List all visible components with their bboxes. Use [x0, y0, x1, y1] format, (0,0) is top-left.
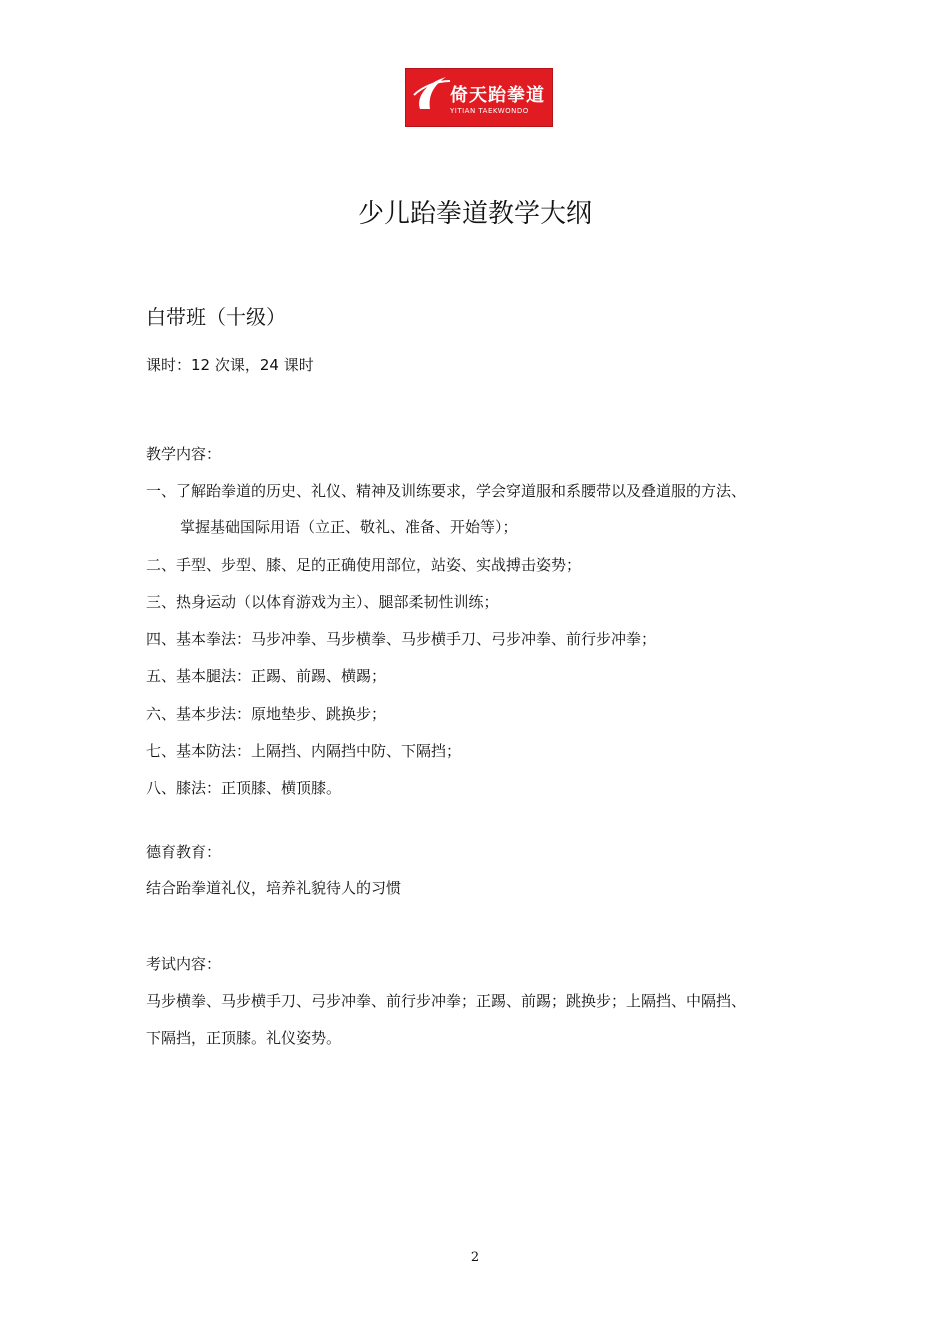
- exam-text-line: 下隔挡，正顶膝。礼仪姿势。: [146, 1029, 342, 1047]
- teaching-item: 一、了解跆拳道的历史、礼仪、精神及训练要求，学会穿道服和系腰带以及叠道服的方法、: [146, 482, 747, 500]
- section-title: 白带班（十级）: [146, 305, 286, 329]
- teaching-item: 八、膝法：正顶膝、横顶膝。: [146, 779, 342, 797]
- exam-heading: 考试内容：: [146, 955, 222, 973]
- teaching-item: 七、基本防法：上隔挡、内隔挡中防、下隔挡；: [146, 742, 462, 760]
- page-number: 2: [470, 1250, 480, 1265]
- teaching-item: 五、基本腿法：正踢、前踢、横踢；: [146, 667, 387, 685]
- teaching-item: 四、基本拳法：马步冲拳、马步横拳、马步横手刀、弓步冲拳、前行步冲拳；: [146, 630, 657, 648]
- company-logo: [405, 68, 553, 127]
- teaching-item: 六、基本步法：原地垫步、跳换步；: [146, 705, 387, 723]
- class-hours: 课时：12 次课，24 课时: [146, 356, 314, 374]
- teaching-item-continuation: 掌握基础国际用语（立正、敬礼、准备、开始等）；: [180, 518, 518, 536]
- logo-english-name: YITIAN TAEKWONDO: [450, 107, 529, 115]
- logo-chinese-name: 倚天跆拳道: [450, 85, 545, 106]
- exam-text-line: 马步横拳、马步横手刀、弓步冲拳、前行步冲拳；正踢、前踢；跳换步；上隔挡、中隔挡、: [146, 992, 747, 1010]
- teaching-item: 二、手型、步型、膝、足的正确使用部位，站姿、实战搏击姿势；: [146, 556, 582, 574]
- moral-text: 结合跆拳道礼仪，培养礼貌待人的习惯: [146, 879, 402, 897]
- document-title: 少儿跆拳道教学大纲: [357, 199, 592, 229]
- teaching-item: 三、热身运动（以体育游戏为主）、腿部柔韧性训练；: [146, 593, 499, 611]
- moral-heading: 德育教育：: [146, 843, 222, 861]
- teaching-heading: 教学内容：: [146, 445, 222, 463]
